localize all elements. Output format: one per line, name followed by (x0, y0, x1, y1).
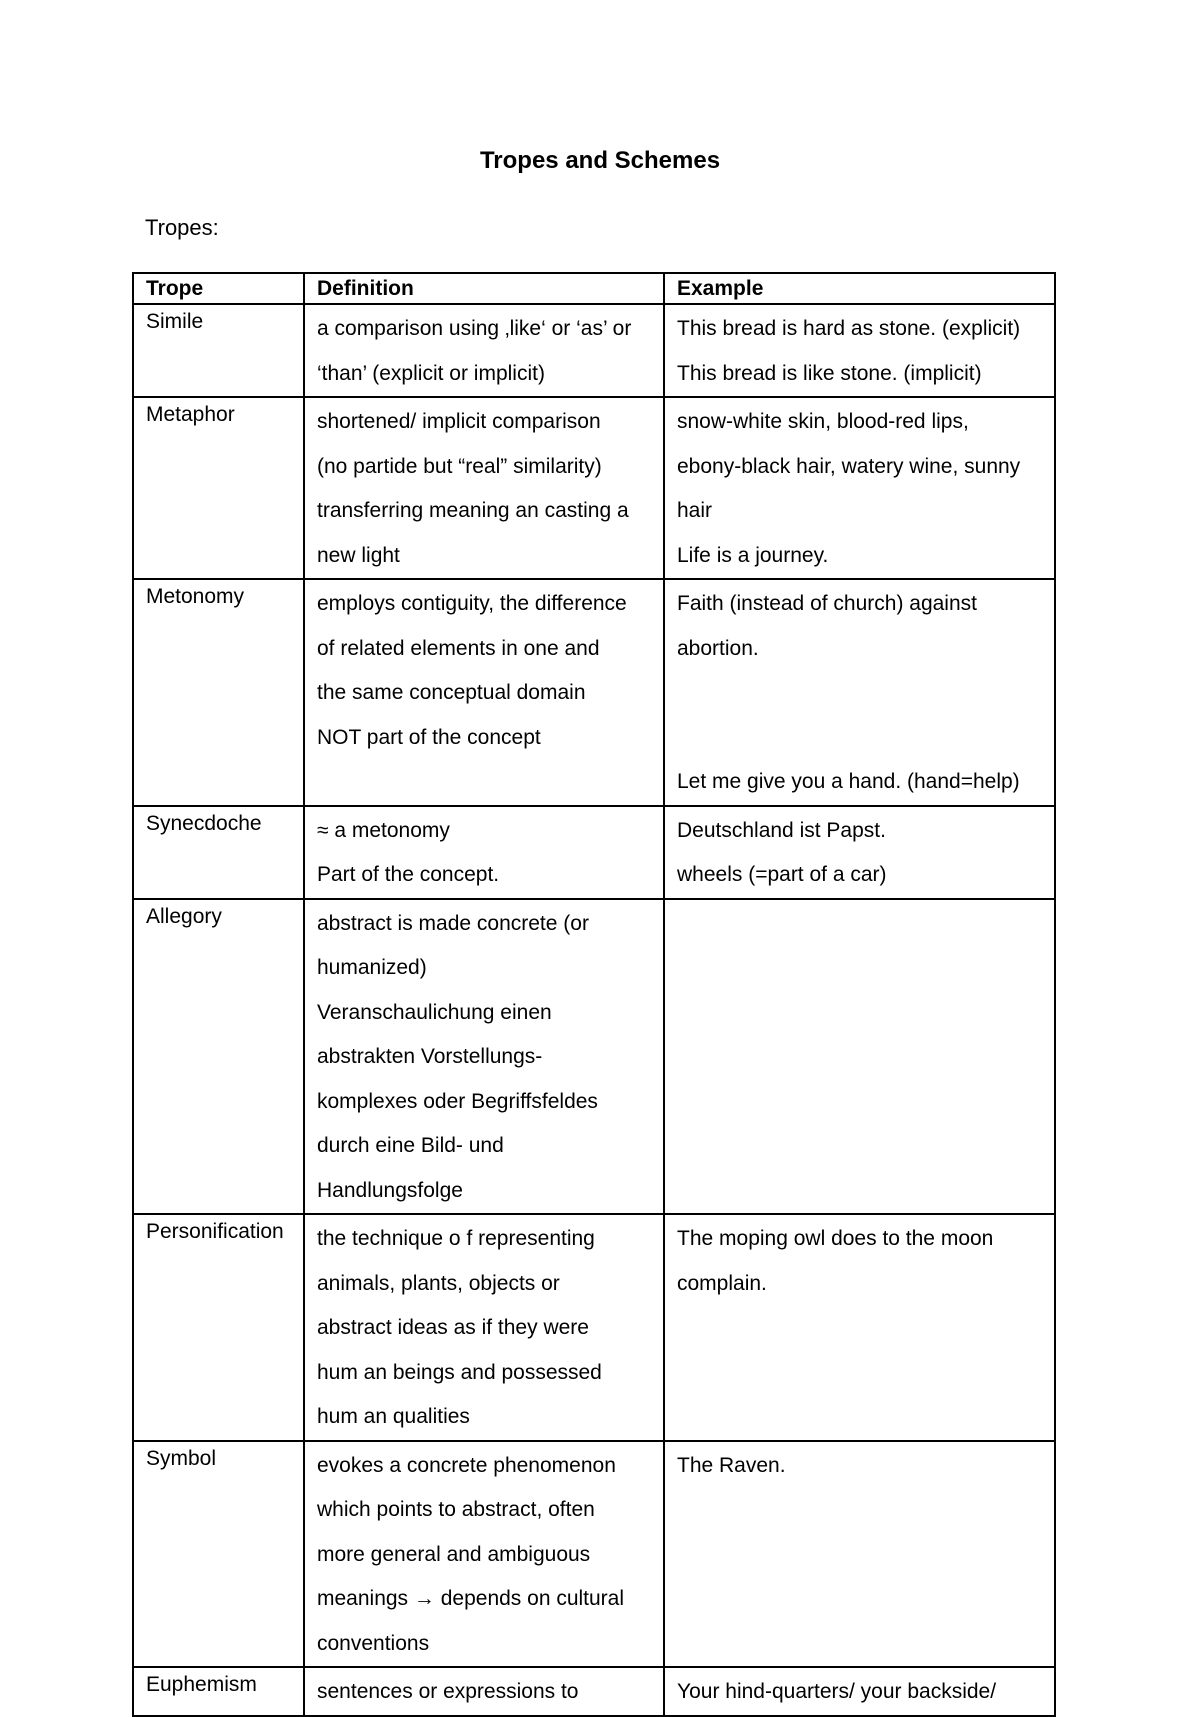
trope-name: Synecdoche (146, 811, 262, 835)
cell-definition (304, 397, 664, 579)
header-example: Example (664, 273, 1055, 304)
trope-name: Euphemism (146, 1673, 257, 1696)
definition-line: abstrakten Vorstellungs- (317, 1045, 543, 1068)
definition-line: hum an beings and possessed (317, 1360, 602, 1384)
example-spacer (677, 946, 1044, 991)
example-spacer (677, 1395, 1044, 1440)
table-row (133, 899, 1055, 1215)
example-spacer (677, 1577, 1044, 1622)
cell-trope (133, 806, 304, 899)
example-line: This bread is hard as stone. (explicit) (677, 317, 1021, 340)
cell-example (664, 899, 1055, 1215)
example-line: complain. (677, 1271, 767, 1295)
definition-line: humanized) (317, 956, 427, 979)
example-line: The Raven. (677, 1453, 786, 1477)
example-line: snow-white skin, blood-red lips, (677, 410, 969, 433)
table-row (133, 1214, 1055, 1441)
example-line: abortion. (677, 636, 759, 660)
trope-name: Personification (146, 1220, 284, 1243)
example-line: wheels (=part of a car) (677, 863, 887, 886)
example-spacer (677, 1533, 1044, 1578)
cell-definition (304, 1214, 664, 1441)
cell-definition (304, 899, 664, 1215)
trope-name: Symbol (146, 1446, 217, 1470)
trope-name: Metaphor (146, 403, 235, 426)
definition-line: abstract is made concrete (or (317, 911, 589, 935)
table-row (133, 1667, 1055, 1716)
trope-name: Allegory (146, 904, 222, 928)
example-spacer (677, 902, 1044, 947)
header-trope: Trope (133, 273, 304, 304)
section-label-tropes: Tropes: (145, 215, 219, 240)
cell-definition (304, 304, 664, 397)
definition-line: of related elements in one and (317, 636, 600, 660)
example-spacer (677, 1622, 1044, 1667)
cell-trope (133, 1667, 304, 1716)
definition-line: a comparison using ‚like‘ or ‘as’ or (317, 317, 632, 340)
definition-line: abstract ideas as if they were (317, 1316, 589, 1339)
definition-line: meanings → depends on cultural (317, 1587, 625, 1610)
definition-line: the technique o f representing (317, 1227, 595, 1250)
header-definition: Definition (304, 273, 664, 304)
cell-definition (304, 1441, 664, 1668)
document-title: Tropes and Schemes (479, 147, 721, 174)
example-line: This bread is like stone. (implicit) (677, 361, 982, 385)
example-line: Faith (instead of church) against (677, 592, 977, 615)
cell-definition (304, 1667, 664, 1716)
definition-line: shortened/ implicit comparison (317, 410, 601, 433)
example-line: Let me give you a hand. (hand=help) (677, 770, 1020, 793)
example-spacer (677, 716, 1044, 761)
cell-example (664, 397, 1055, 579)
example-spacer (677, 1306, 1044, 1351)
cell-trope (133, 579, 304, 806)
definition-line: animals, plants, objects or (317, 1271, 560, 1295)
cell-example (664, 1667, 1055, 1716)
definition-line: sentences or expressions to (317, 1680, 579, 1703)
tropes-table (132, 272, 1056, 1717)
example-spacer (677, 991, 1044, 1036)
cell-trope (133, 1441, 304, 1668)
cell-example (664, 1441, 1055, 1668)
definition-spacer (317, 760, 653, 805)
example-line: Deutschland ist Papst. (677, 818, 886, 842)
example-line: Your hind-quarters/ your backside/ (677, 1680, 997, 1703)
cell-definition (304, 806, 664, 899)
example-spacer (677, 671, 1044, 716)
definition-line: evokes a concrete phenomenon (317, 1453, 616, 1477)
definition-line: Part of the concept. (317, 863, 500, 886)
trope-name: Simile (146, 310, 204, 333)
example-spacer (677, 1124, 1044, 1169)
table-header-row (133, 273, 1055, 304)
cell-example (664, 1214, 1055, 1441)
definition-line: komplexes oder Begriffsfeldes (317, 1089, 598, 1113)
table-row (133, 1441, 1055, 1668)
definition-line: durch eine Bild- und (317, 1134, 504, 1157)
cell-trope (133, 397, 304, 579)
example-spacer (677, 1351, 1044, 1396)
definition-line: Veranschaulichung einen (317, 1000, 552, 1024)
table-body (133, 304, 1055, 1716)
table-row (133, 397, 1055, 579)
example-spacer (677, 1035, 1044, 1080)
cell-trope (133, 304, 304, 397)
table-row (133, 579, 1055, 806)
definition-line: hum an qualities (317, 1405, 470, 1428)
cell-example (664, 579, 1055, 806)
example-spacer (677, 1488, 1044, 1533)
definition-line: transferring meaning an casting a (317, 499, 629, 522)
cell-trope (133, 899, 304, 1215)
example-spacer (677, 1169, 1044, 1214)
definition-line: NOT part of the concept (317, 725, 541, 749)
cell-definition (304, 579, 664, 806)
cell-trope (133, 1214, 304, 1441)
table-row (133, 806, 1055, 899)
trope-name: Metonomy (146, 585, 245, 608)
definition-line: (no partide but “real” similarity) (317, 454, 602, 478)
table-row (133, 304, 1055, 397)
definition-line: which points to abstract, often (317, 1498, 595, 1521)
definition-line: more general and ambiguous (317, 1542, 591, 1566)
example-spacer (677, 1080, 1044, 1125)
cell-example (664, 304, 1055, 397)
definition-line: Handlungsfolge (317, 1178, 463, 1202)
example-line: ebony-black hair, watery wine, sunny (677, 454, 1021, 478)
definition-line: new light (317, 543, 400, 567)
definition-line: ‘than’ (explicit or implicit) (317, 361, 545, 385)
definition-line: the same conceptual domain (317, 681, 586, 704)
example-line: hair (677, 499, 713, 522)
example-line: Life is a journey. (677, 543, 829, 567)
cell-example (664, 806, 1055, 899)
definition-line: employs contiguity, the difference (317, 592, 627, 615)
definition-line: ≈ a metonomy (317, 818, 450, 842)
example-line: The moping owl does to the moon (677, 1227, 994, 1250)
definition-line: conventions (317, 1631, 430, 1655)
